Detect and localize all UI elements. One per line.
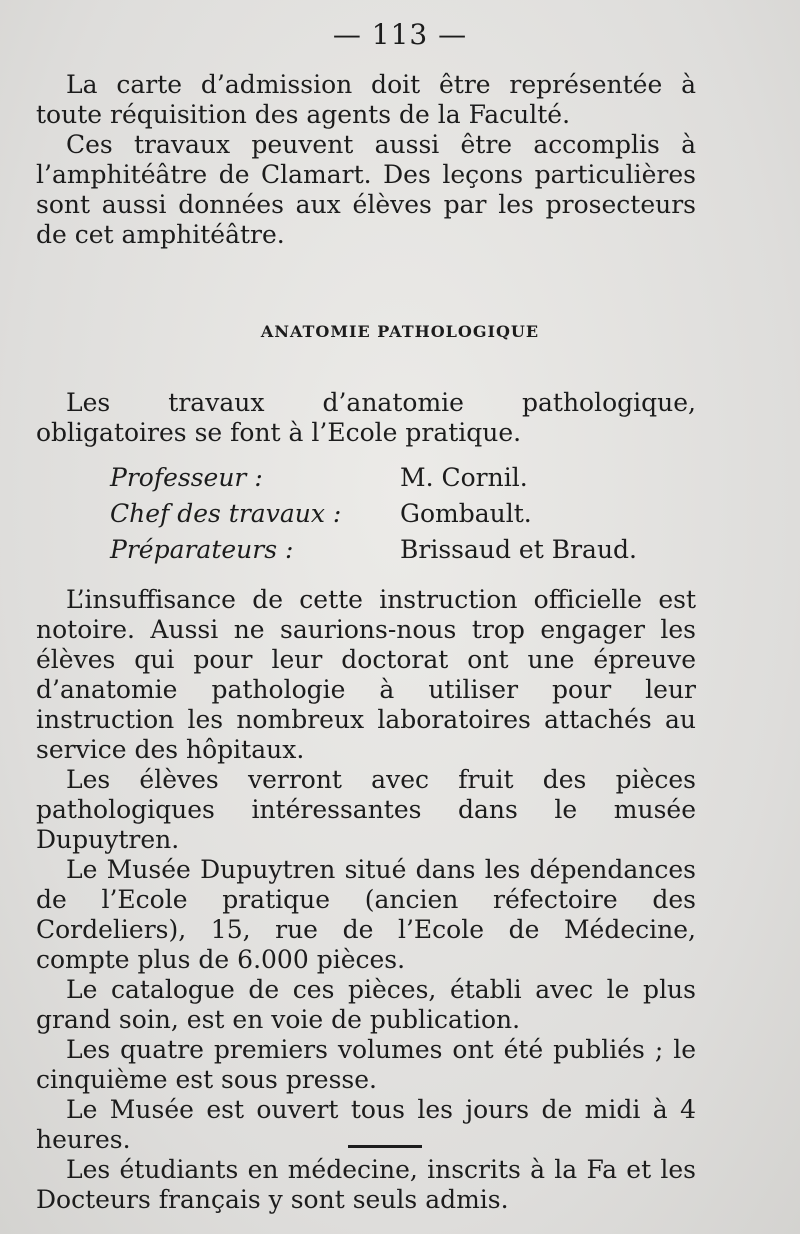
staff-role: Chef des travaux : <box>110 499 342 528</box>
end-rule <box>348 1145 422 1148</box>
staff-row <box>110 460 670 496</box>
staff-role: Professeur : <box>110 463 263 492</box>
page-number: — 113 — <box>332 18 468 51</box>
section-intro <box>36 388 696 448</box>
staff-name: M. Cornil. <box>400 463 528 492</box>
body-paragraph: Les quatre premiers volumes ont été publiés ; le cinquième est sous presse. <box>36 1035 696 1094</box>
staff-row <box>110 496 670 532</box>
body-paragraph: Le catalogue de ces pièces, établi avec le plus grand soin, est en voie de publication. <box>36 975 696 1034</box>
body-text <box>36 585 696 1215</box>
section-heading: ANATOMIE PATHOLOGIQUE <box>260 322 540 341</box>
staff-name: Brissaud et Braud. <box>400 535 637 564</box>
staff-row <box>110 532 670 568</box>
staff-name: Gombault. <box>400 499 532 528</box>
body-paragraph: Les étudiants en médecine, inscrits à la Fa et les Docteurs français y sont seuls admis. <box>36 1155 696 1214</box>
section-intro-paragraph: Les travaux d’anatomie pathologique, obligatoires se font à l’Ecole pratique. <box>36 388 696 447</box>
intro-paragraph: La carte d’admission doit être représentée à toute réquisition des agents de la Faculté. <box>36 70 696 129</box>
body-paragraph: Les élèves verront avec fruit des pièces pathologiques intéressantes dans le musée Dupuytren. <box>36 765 696 854</box>
intro-text <box>36 70 696 250</box>
staff-role: Préparateurs : <box>110 535 294 564</box>
body-paragraph: L’insuffisance de cette instruction officielle est notoire. Aussi ne saurions-nous trop engager les élèves qui pour leur doctorat ont une épreuve d’anatomie pathologie à utiliser pour leur instruction les nombreux laboratoires attachés au service des hôpitaux. <box>36 585 696 764</box>
body-paragraph: Le Musée est ouvert tous les jours de midi à 4 heures. <box>36 1095 696 1154</box>
staff-list <box>110 460 670 568</box>
intro-paragraph: Ces travaux peuvent aussi être accomplis à l’amphitéâtre de Clamart. Des leçons particulières sont aussi données aux élèves par les prosecteurs de cet amphitéâtre. <box>36 130 696 249</box>
body-paragraph: Le Musée Dupuytren situé dans les dépendances de l’Ecole pratique (ancien réfectoire des Cordeliers), 15, rue de l’Ecole de Médecine, compte plus de 6.000 pièces. <box>36 855 696 974</box>
